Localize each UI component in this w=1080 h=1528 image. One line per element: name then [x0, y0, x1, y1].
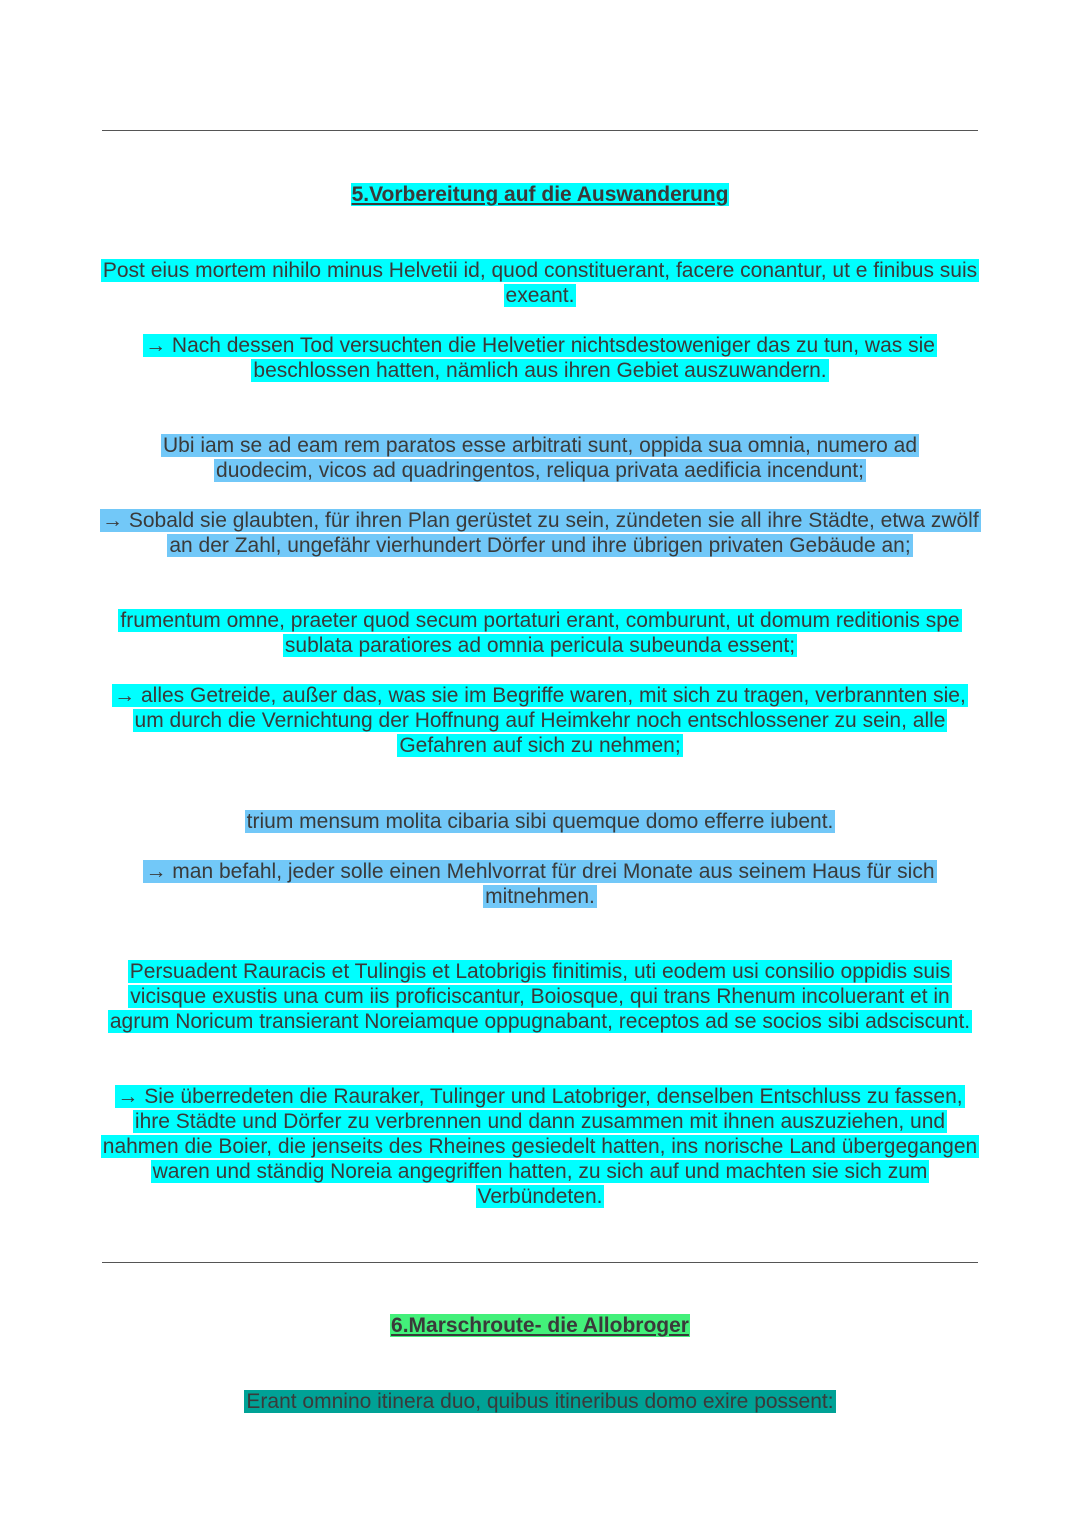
german-paragraph-5-text: → Sie überredeten die Rauraker, Tulinger und Latobriger, denselben Entschluss zu fassen, ihre Städte und Dörfer zu verbrennen und dann zusammen mit ihnen auszuziehen, und nahmen die Boier, die jenseits des Rheines gesiedelt hatten, ins norische Land übergegangen waren und ständig Noreia angegriffen hatten, zu sich auf und machten sie sich zum Verbündeten.: [102, 1085, 978, 1208]
german-paragraph-3: [100, 683, 980, 758]
latin-paragraph-5-text: Persuadent Rauracis et Tulingis et Latobrigis finitimis, uti eodem usi consilio oppidis suis vicisque exustis una cum iis proficiscantur, Boiosque, qui trans Rhenum incoluerant et in agrum Noricum transierant Noreiamque oppugnabant, receptos ad se socios sibi adsciscunt.: [109, 960, 971, 1033]
section-5-heading: [100, 182, 980, 208]
latin-paragraph-2: [140, 433, 940, 483]
section-6-heading: [100, 1313, 980, 1339]
section-divider: [102, 1262, 978, 1263]
latin-paragraph-4: [100, 809, 980, 834]
latin-paragraph-3: [100, 608, 980, 658]
german-paragraph-1-text: → Nach dessen Tod versuchten die Helvetier nichtsdestoweniger das zu tun, was sie beschlossen hatten, nämlich aus ihren Gebiet auszuwandern.: [145, 334, 935, 382]
latin-paragraph-6-text: Erant omnino itinera duo, quibus itineribus domo exire possent:: [246, 1390, 834, 1413]
latin-paragraph-4-text: trium mensum molita cibaria sibi quemque domo efferre iubent.: [246, 810, 834, 833]
latin-paragraph-1: [100, 258, 980, 308]
german-paragraph-2-text: → Sobald sie glaubten, für ihren Plan gerüstet zu sein, zündeten sie all ihre Städte, etwa zwölf an der Zahl, ungefähr vierhundert Dörfer und ihre übrigen privaten Gebäude an;: [102, 509, 979, 557]
section-5-heading-text: 5.Vorbereitung auf die Auswanderung: [351, 183, 729, 206]
german-paragraph-1: [100, 333, 980, 383]
top-divider: [102, 130, 978, 131]
german-paragraph-2: [100, 508, 980, 558]
latin-paragraph-3-text: frumentum omne, praeter quod secum portaturi erant, comburunt, ut domum reditionis spe sublata paratiores ad omnia pericula subeunda essent;: [120, 609, 960, 657]
latin-paragraph-1-text: Post eius mortem nihilo minus Helvetii id, quod constituerant, facere conantur, ut e finibus suis exeant.: [102, 259, 978, 307]
german-paragraph-4: [100, 859, 980, 909]
german-paragraph-3-text: → alles Getreide, außer das, was sie im Begriffe waren, mit sich zu tragen, verbrannten sie, um durch die Vernichtung der Hoffnung auf Heimkehr noch entschlossener zu sein, alle Gefahren auf sich zu nehmen;: [114, 684, 966, 757]
german-paragraph-5: [100, 1084, 980, 1209]
section-6-heading-text: 6.Marschroute- die Allobroger: [391, 1314, 689, 1337]
latin-paragraph-2-text: Ubi iam se ad eam rem paratos esse arbitrati sunt, oppida sua omnia, numero ad duodecim, vicos ad quadringentos, reliqua privata aedificia incendunt;: [162, 434, 918, 482]
german-paragraph-4-text: → man befahl, jeder solle einen Mehlvorrat für drei Monate aus seinem Haus für sich mitnehmen.: [145, 860, 935, 908]
latin-paragraph-5: [100, 959, 980, 1034]
latin-paragraph-6: [100, 1389, 980, 1414]
